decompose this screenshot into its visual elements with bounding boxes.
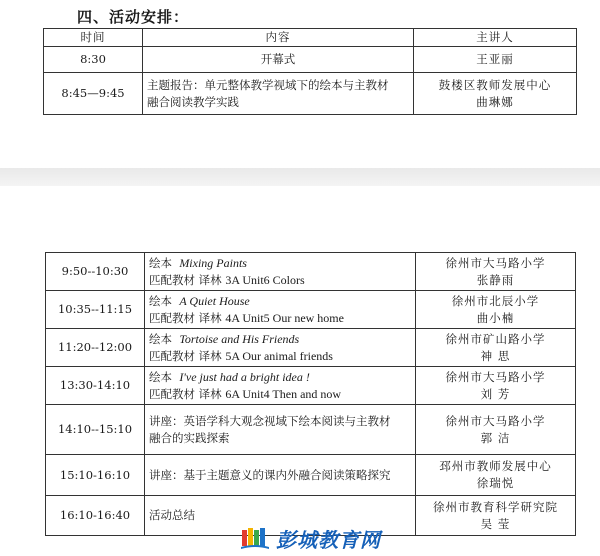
- speaker-school: 徐州市大马路小学: [445, 369, 546, 384]
- speaker-cell: [416, 455, 576, 496]
- speaker-name: 曲琳娜: [476, 94, 514, 109]
- match-line: [149, 272, 411, 289]
- content-cell: [145, 455, 416, 496]
- speaker-name: 曲小楠: [476, 310, 515, 325]
- book-prefix: 绘本: [149, 369, 172, 384]
- book-prefix: 绘本: [149, 255, 172, 270]
- speaker-school: 徐州市北辰小学: [451, 293, 540, 308]
- speaker-name: 吴 莹: [480, 516, 511, 531]
- page-gap: [0, 168, 600, 186]
- speaker-org: 鼓楼区教师发展中心: [438, 77, 552, 92]
- match-line: [149, 386, 411, 403]
- match-line: [149, 348, 411, 365]
- speaker-school: 徐州市大马路小学: [445, 255, 546, 270]
- speaker-cell: [416, 291, 576, 329]
- book-line: [149, 255, 411, 272]
- speaker-school: 徐州市矿山路小学: [445, 331, 546, 346]
- time-cell: 10:35--11:15: [46, 291, 145, 329]
- lecture-line: 活动总结: [149, 508, 195, 522]
- speaker-name: 郭 洁: [480, 430, 511, 445]
- speaker-cell: [416, 367, 576, 405]
- speaker-cell: [414, 73, 577, 115]
- book-title: I've just had a bright idea !: [179, 369, 310, 384]
- content-line: 主题报告：单元整体教学视域下的绘本与主教材: [147, 77, 389, 92]
- content-line: 融合阅读教学实践: [147, 94, 239, 109]
- table-row: [46, 253, 576, 291]
- header-content: 内容: [143, 29, 414, 47]
- site-watermark: [240, 524, 381, 552]
- speaker-cell: 王亚丽: [414, 47, 577, 73]
- table-row: [44, 73, 577, 115]
- table-row: [46, 367, 576, 405]
- match-unit: 3A Unit6 Colors: [225, 272, 305, 287]
- schedule-table-bottom: [45, 252, 576, 536]
- lecture-line: 融合的实践探索: [149, 430, 230, 445]
- speaker-cell: [416, 253, 576, 291]
- time-cell: 14:10--15:10: [46, 405, 145, 455]
- speaker-school: 徐州市教育科学研究院: [433, 499, 558, 514]
- speaker-name: 张静雨: [476, 272, 515, 287]
- speaker-cell: [416, 496, 576, 536]
- time-cell: 16:10-16:40: [46, 496, 145, 536]
- lecture-line: 讲座：英语学科大观念视域下绘本阅读与主教材: [149, 413, 391, 428]
- book-title: Tortoise and His Friends: [179, 331, 300, 346]
- book-line: [149, 369, 411, 386]
- match-prefix: 匹配教材 译林: [149, 272, 222, 287]
- header-time: 时间: [44, 29, 143, 47]
- content-cell: [145, 253, 416, 291]
- book-prefix: 绘本: [149, 293, 172, 308]
- time-cell: 13:30-14:10: [46, 367, 145, 405]
- book-logo-icon: [240, 526, 270, 550]
- speaker-name: 神 思: [480, 348, 511, 363]
- match-prefix: 匹配教材 译林: [149, 310, 222, 325]
- content-cell: [145, 405, 416, 455]
- match-prefix: 匹配教材 译林: [149, 386, 222, 401]
- match-prefix: 匹配教材 译林: [149, 348, 222, 363]
- content-cell: [145, 329, 416, 367]
- content-cell: [145, 367, 416, 405]
- book-title: A Quiet House: [179, 293, 250, 308]
- table-row: [46, 405, 576, 455]
- time-cell: 11:20--12:00: [46, 329, 145, 367]
- speaker-cell: [416, 329, 576, 367]
- lecture-line: 讲座：基于主题意义的课内外融合阅读策略探究: [149, 467, 391, 482]
- content-cell: [143, 73, 414, 115]
- header-speaker: 主讲人: [414, 29, 577, 47]
- speaker-name: 刘 芳: [480, 386, 511, 401]
- book-line: [149, 293, 411, 310]
- table-header-row: [44, 29, 577, 47]
- speaker-name: 徐瑞悦: [476, 476, 515, 490]
- document-page-bottom: [0, 186, 600, 556]
- table-row: [46, 291, 576, 329]
- book-line: [149, 331, 411, 348]
- time-cell: 8:45—9:45: [44, 73, 143, 115]
- speaker-school: 徐州市大马路小学: [445, 413, 546, 428]
- watermark-text: 彭城教育网: [276, 527, 381, 552]
- table-row: [44, 47, 577, 73]
- match-unit: 6A Unit4 Then and now: [225, 386, 342, 401]
- match-unit: 4A Unit5 Our new home: [225, 310, 344, 325]
- document-page-top: [0, 0, 600, 168]
- table-row: [46, 329, 576, 367]
- section-title: 四、活动安排：: [77, 8, 190, 26]
- speaker-school: 邳州市教师发展中心: [439, 459, 552, 473]
- content-cell: [145, 291, 416, 329]
- match-line: [149, 310, 411, 327]
- time-cell: 8:30: [44, 47, 143, 73]
- book-title: Mixing Paints: [179, 255, 247, 270]
- time-cell: 9:50--10:30: [46, 253, 145, 291]
- match-unit: 5A Our animal friends: [225, 348, 333, 363]
- content-cell: 开幕式: [143, 47, 414, 73]
- table-row: [46, 455, 576, 496]
- speaker-cell: [416, 405, 576, 455]
- time-cell: 15:10-16:10: [46, 455, 145, 496]
- book-prefix: 绘本: [149, 331, 172, 346]
- schedule-table-top: [43, 28, 577, 115]
